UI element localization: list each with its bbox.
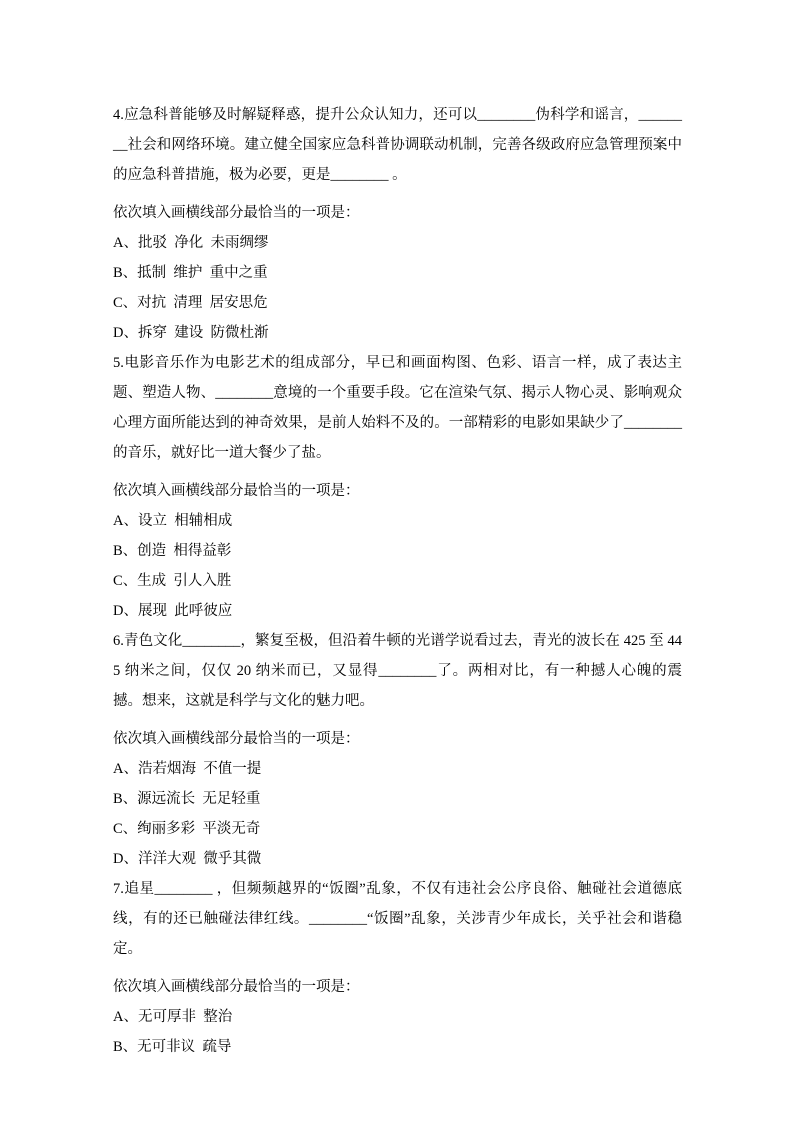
question-stem: 6.青色文化________，繁复至极，但沿着牛顿的光谱学说看过去，青光的波长在 425 至 445 纳米之间，仅仅 20 纳米而已，又显得________了。两相对比，有一种撼人心魄的震撼。想来，这就是科学与文化的魅力吧。	[113, 633, 682, 709]
question-5	[113, 348, 682, 626]
question-stem: 7.追星________ ，但频频越界的“饭圈”乱象，不仅有违社会公序良俗、触碰社会道德底线，有的还已触碰法律红线。________“饭圈”乱象，关涉青少年成长，关乎社会和谐稳定。	[113, 881, 682, 957]
option-d: D、拆穿 建设 防微杜渐	[113, 325, 269, 341]
question-prompt: 依次填入画横线部分最恰当的一项是：	[113, 979, 360, 995]
option-c: C、绚丽多彩 平淡无奇	[113, 821, 261, 837]
option-b: B、无可非议 疏导	[113, 1039, 232, 1055]
option-d: D、洋洋大观 微乎其微	[113, 851, 262, 867]
question-prompt: 依次填入画横线部分最恰当的一项是：	[113, 731, 360, 747]
option-b: B、源远流长 无足轻重	[113, 791, 261, 807]
option-a: A、无可厚非 整治	[113, 1009, 233, 1025]
question-prompt: 依次填入画横线部分最恰当的一项是：	[113, 205, 360, 221]
option-a: A、浩若烟海 不值一提	[113, 761, 262, 777]
option-a: A、设立 相辅相成	[113, 513, 233, 529]
option-c: C、生成 引人入胜	[113, 573, 232, 589]
option-d: D、展现 此呼彼应	[113, 603, 233, 619]
question-prompt: 依次填入画横线部分最恰当的一项是：	[113, 483, 360, 499]
question-7	[113, 874, 682, 1062]
question-6	[113, 626, 682, 874]
option-a: A、批驳 净化 未雨绸缪	[113, 235, 269, 251]
question-stem: 4.应急科普能够及时解疑释惑，提升公众认知力，还可以________伪科学和谣言，________社会和网络环境。建立健全国家应急科普协调联动机制，完善各级政府应急管理预案中的应急科普措施，极为必要，更是________ 。	[113, 107, 682, 183]
option-b: B、抵制 维护 重中之重	[113, 265, 268, 281]
option-b: B、创造 相得益彰	[113, 543, 232, 559]
option-c: C、对抗 清理 居安思危	[113, 295, 268, 311]
question-4	[113, 100, 682, 348]
question-stem: 5.电影音乐作为电影艺术的组成部分，早已和画面构图、色彩、语言一样，成了表达主题、塑造人物、________意境的一个重要手段。它在渲染气氛、揭示人物心灵、影响观众心理方面所能达到的神奇效果，是前人始料不及的。一部精彩的电影如果缺少了________的音乐，就好比一道大餐少了盐。	[113, 355, 682, 461]
